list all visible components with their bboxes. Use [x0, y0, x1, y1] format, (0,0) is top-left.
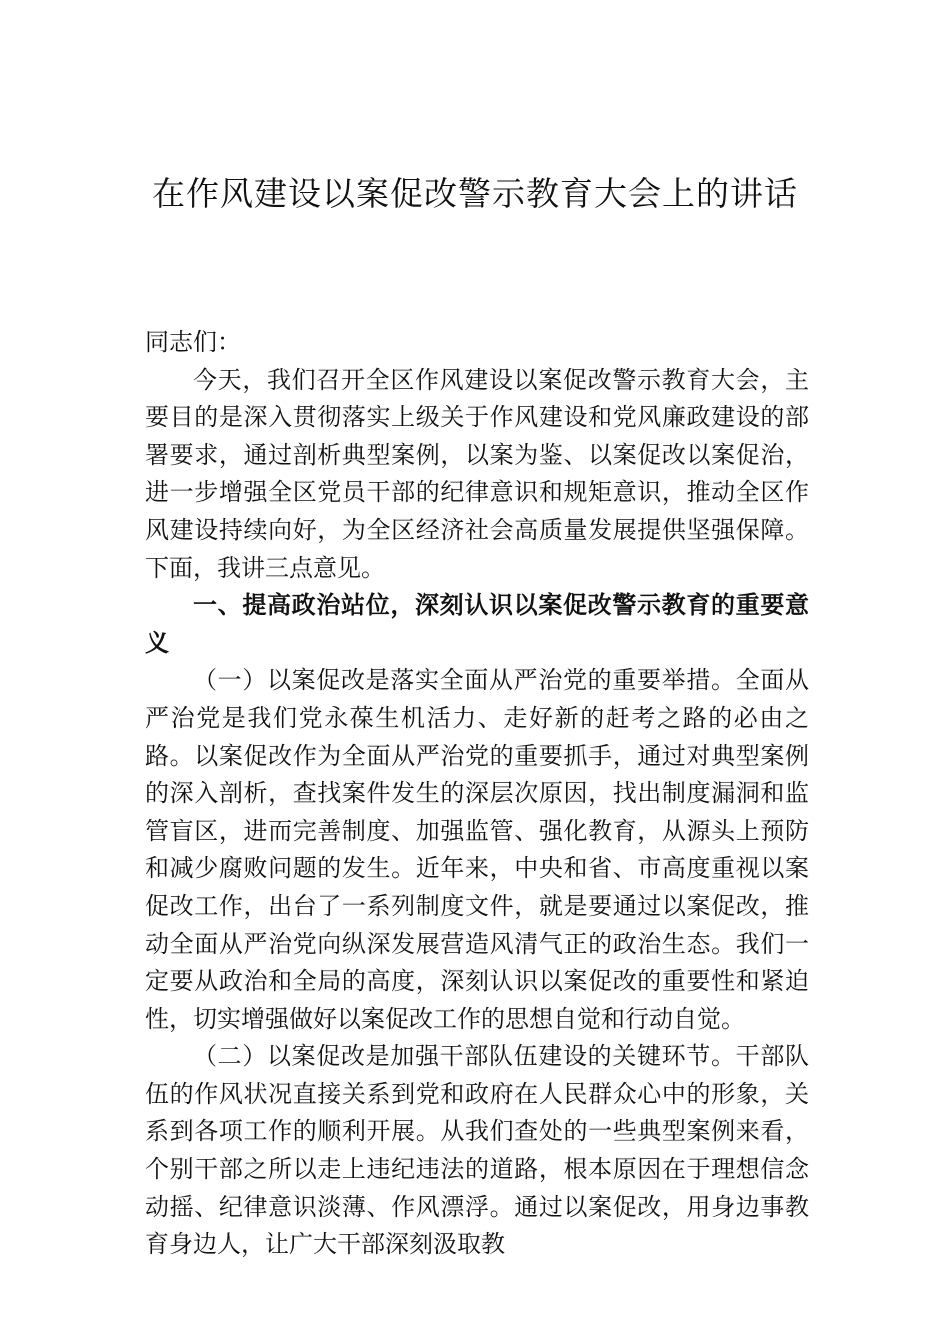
document-body [145, 324, 809, 1264]
intro-paragraph: 今天，我们召开全区作风建设以案促改警示教育大会，主要目的是深入贯彻落实上级关于作风建设和党风廉政建设的部署要求，通过剖析典型案例，以案为鉴、以案促改以案促治，进一步增强全区党员干部的纪律意识和规矩意识，推动全区作风建设持续向好，为全区经济社会高质量发展提供坚强保障。下面，我讲三点意见。 [145, 365, 809, 582]
salutation: 同志们： [145, 328, 241, 356]
document-title: 在作风建设以案促改警示教育大会上的讲话 [152, 174, 798, 213]
subsection-paragraph-1: （一）以案促改是落实全面从严治党的重要举措。全面从严治党是我们党永葆生机活力、走好新的赶考之路的必由之路。以案促改作为全面从严治党的重要抓手，通过对典型案例的深入剖析，查找案件发生的深层次原因，找出制度漏洞和监管盲区，进而完善制度、加强监管、强化教育，从源头上预防和减少腐败问题的发生。近年来，中央和省、市高度重视以案促改工作，出台了一系列制度文件，就是要通过以案促改，推动全面从严治党向纵深发展营造风清气正的政治生态。我们一定要从政治和全局的高度，深刻认识以案促改的重要性和紧迫性，切实增强做好以案促改工作的思想自觉和行动自觉。 [145, 666, 809, 1033]
section-heading-1: 一、提高政治站位，深刻认识以案促改警示教育的重要意义 [145, 591, 809, 657]
subsection-paragraph-2: （二）以案促改是加强干部队伍建设的关键环节。干部队伍的作风状况直接关系到党和政府在人民群众心中的形象，关系到各项工作的顺利开展。从我们查处的一些典型案例来看，个别干部之所以走上违纪违法的道路，根本原因在于理想信念动摇、纪律意识淡薄、作风漂浮。通过以案促改，用身边事教育身边人，让广大干部深刻汲取教 [145, 1042, 809, 1259]
